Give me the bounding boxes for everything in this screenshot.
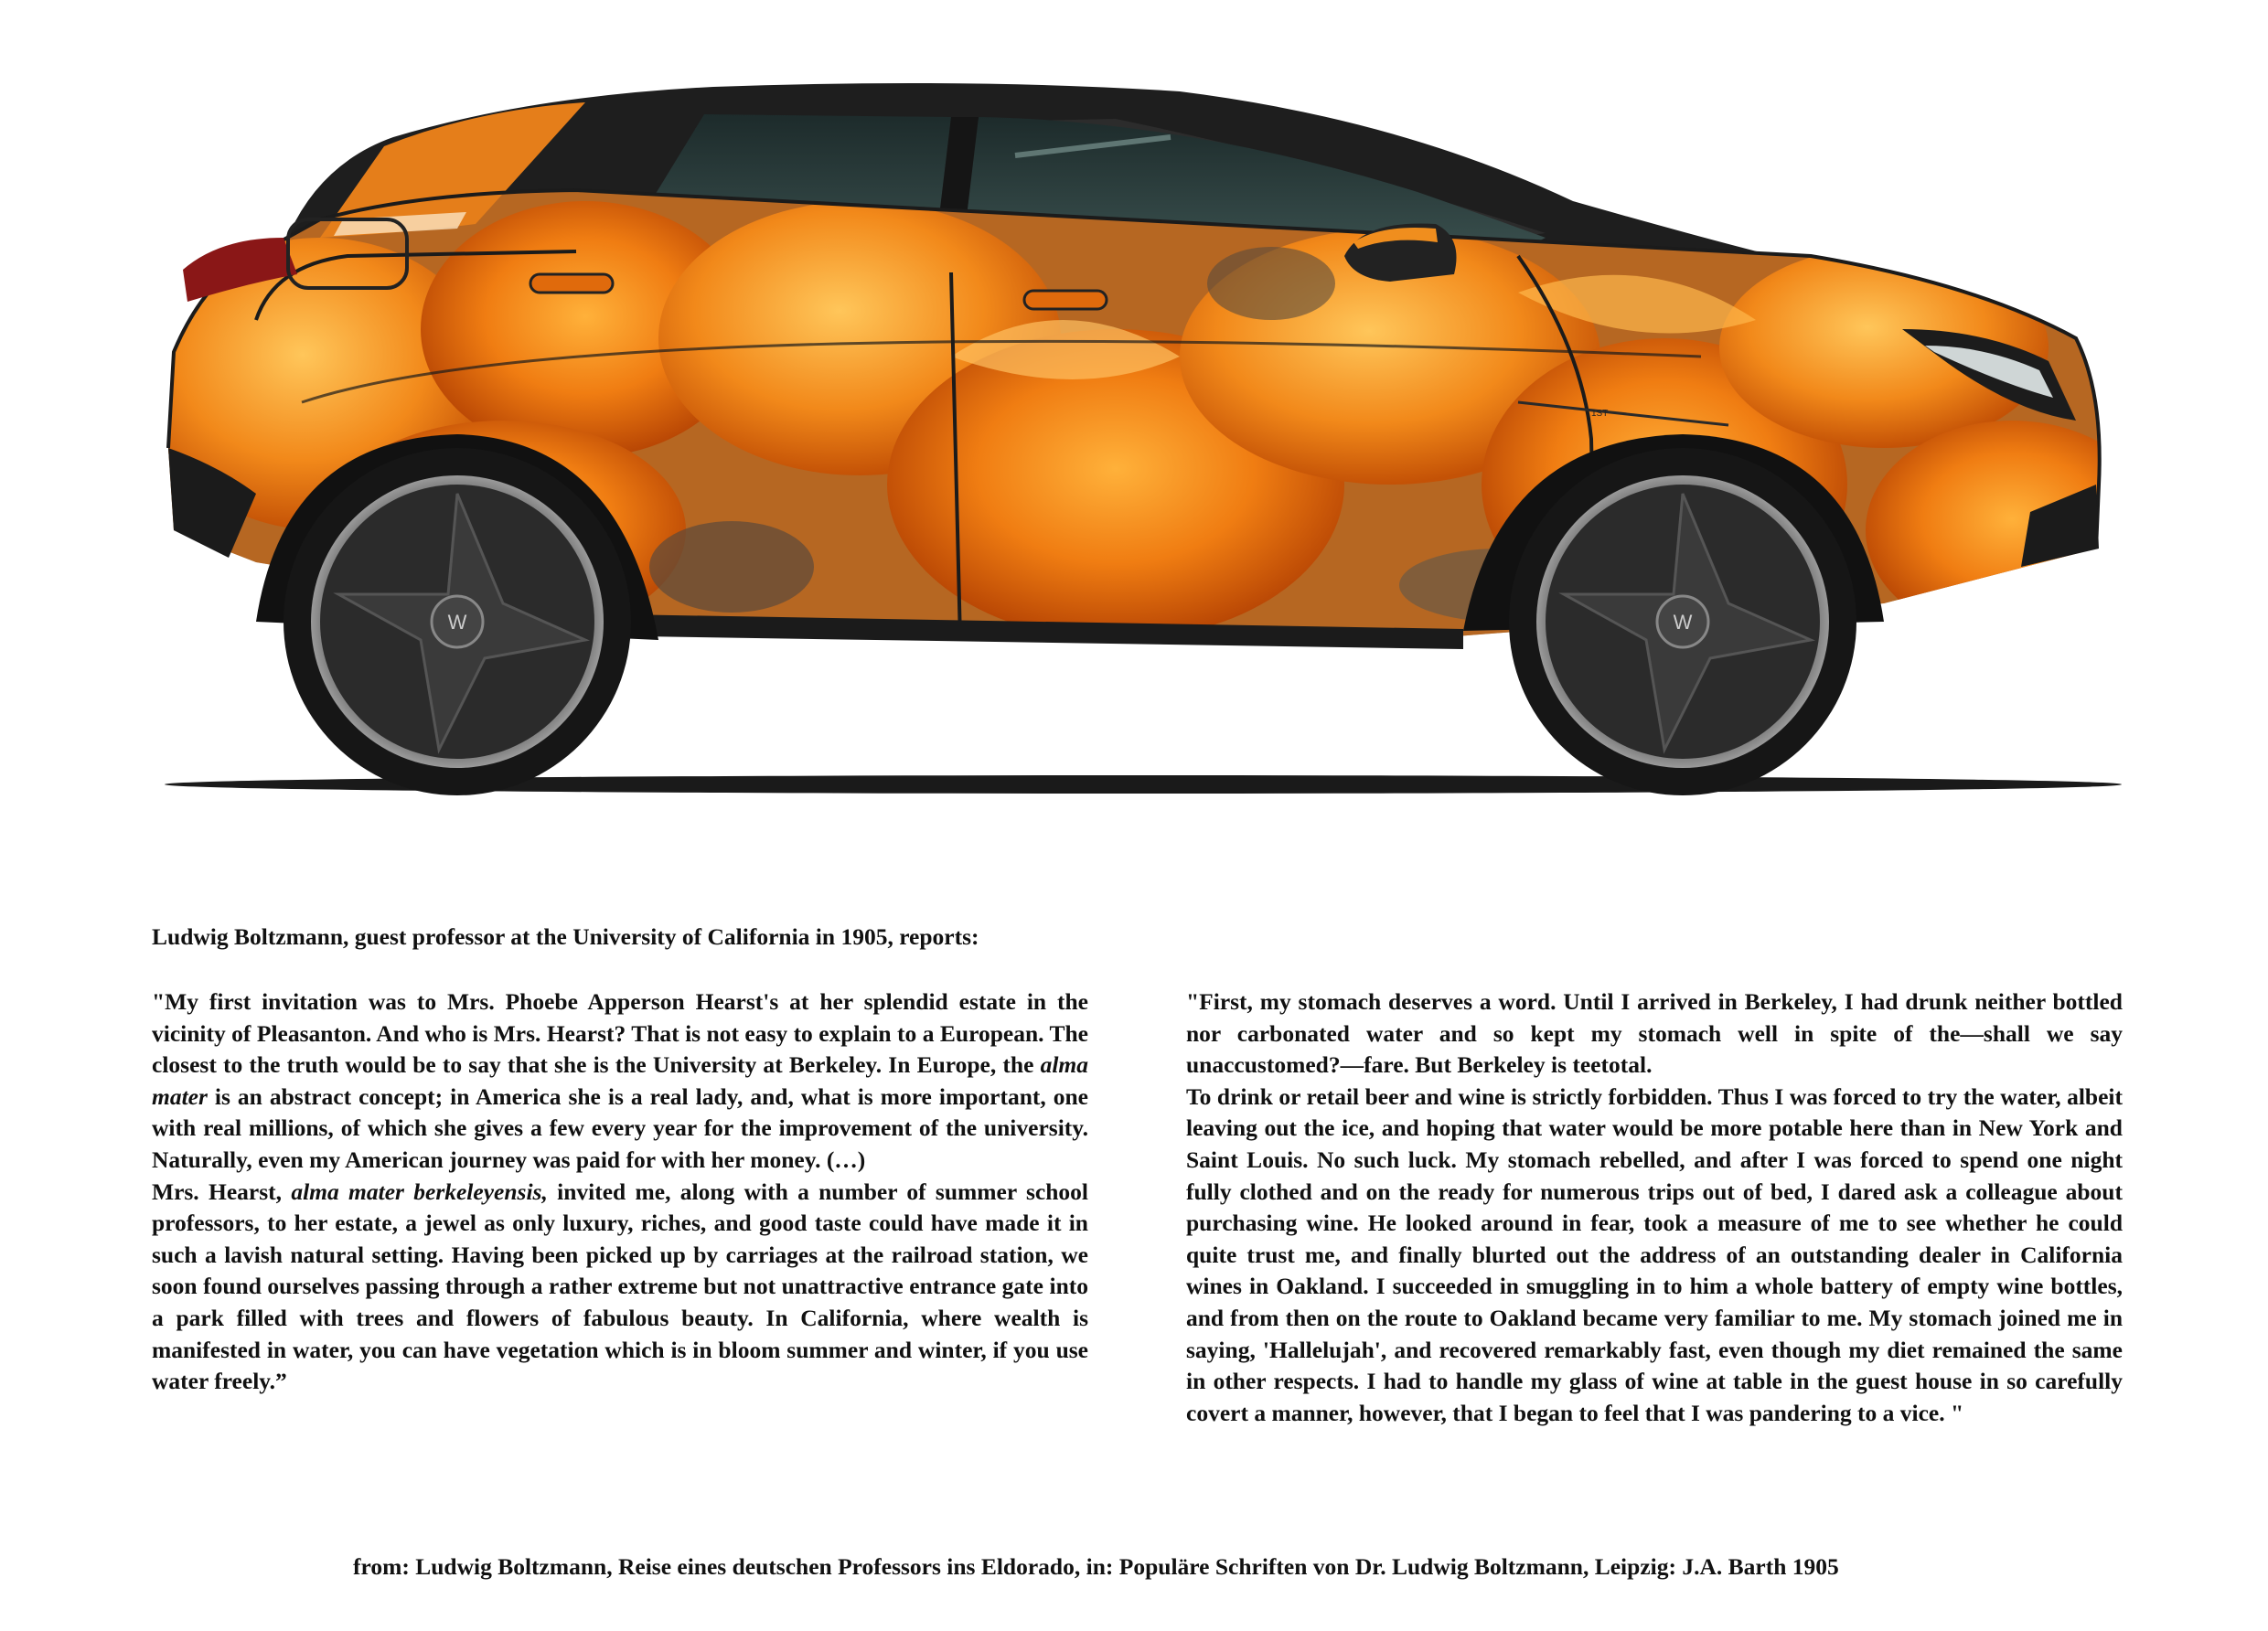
right-paragraph-2: To drink or retail beer and wine is strictly forbidden. Thus I was forced to try the water, albeit leaving out the ice, and hoping that water would be more potable here than in New York and Saint Louis. No such luck. My stomach rebelled, and after I was forced to spend one night fully clothed and on the ready for numerous trips out of bed, I dared ask a colleague about purchasing wine. He looked around in fear, took a measure of me to see whether he could quite trust me, and finally blurted out the address of an outstanding dealer in California wines in Oakland. I succeeded in smuggling in to him a whole battery of empty wine bottles, and from then on the route to Oakland became very familiar to me. My stomach joined me in saying, 'Hallelujah', and recovered remarkably fast, even though my diet remained the same in other respects. I had to handle my glass of wine at table in the guest house in so carefully covert a manner, however, that I began to feel that I was pandering to a vice. " [1186, 1082, 2123, 1426]
left-paragraph-1 [152, 986, 1088, 1177]
left-p1-emphasis: alma mater [152, 1051, 1088, 1110]
left-p1-text-a: "My first invitation was to Mrs. Phoebe Apperson Hearst's at her splendid estate in the vicinity of Pleasanton. And who is Mrs. Hearst? That is not easy to explain to a European. The closest to the truth would be to say that she is the University at Berkeley. In Europe, the [152, 988, 1088, 1079]
rear-wheel [284, 448, 631, 795]
right-paragraph-1: "First, my stomach deserves a word. Until I arrived in Berkeley, I had drunk neither bottled nor carbonated water and so kept my stomach well in spite of the—shall we say unaccustomed?—fare. But Berkeley is teetotal. [1186, 988, 2123, 1079]
heading: Ludwig Boltzmann, guest professor at the University of California in 1905, reports: [152, 923, 979, 950]
left-column [152, 986, 1088, 1398]
left-p2-text-b: invited me, along with a number of summer school professors, to her estate, a jewel as only luxury, riches, and good taste could have made it in such a lavish natural setting. Having been picked up by carriages at the railroad station, we soon found ourselves passing through a rather extreme but not unattractive entrance gate into a park filled with trees and flowers of fabulous beauty. In California, where wealth is manifested in water, you can have vegetation which is in bloom summer and winter, if you use water freely.” [152, 1178, 1089, 1395]
left-paragraph-2 [152, 1177, 1088, 1398]
svg-text:W: W [447, 611, 467, 634]
right-column [1186, 986, 2123, 1429]
car-illustration [146, 55, 2158, 841]
side-badge-text: 1ST [1591, 409, 1609, 419]
front-wheel [1509, 448, 1856, 795]
svg-text:W: W [1673, 611, 1693, 634]
left-p2-emphasis: alma mater berkeleyensis, [291, 1178, 548, 1205]
source-citation: from: Ludwig Boltzmann, Reise eines deutschen Professors ins Eldorado, in: Populäre Schriften von Dr. Ludwig Boltzmann, Leipzig: J.A. Barth 1905 [353, 1553, 1839, 1580]
left-p2-text-a: Mrs. Hearst, [152, 1178, 292, 1205]
left-p1-text-b: is an abstract concept; in America she is a real lady, and, what is more important, one with real millions, of which she gives a few every year for the improvement of the university. Naturally, even my American journey was paid for with her money. (…) [152, 1082, 1088, 1173]
